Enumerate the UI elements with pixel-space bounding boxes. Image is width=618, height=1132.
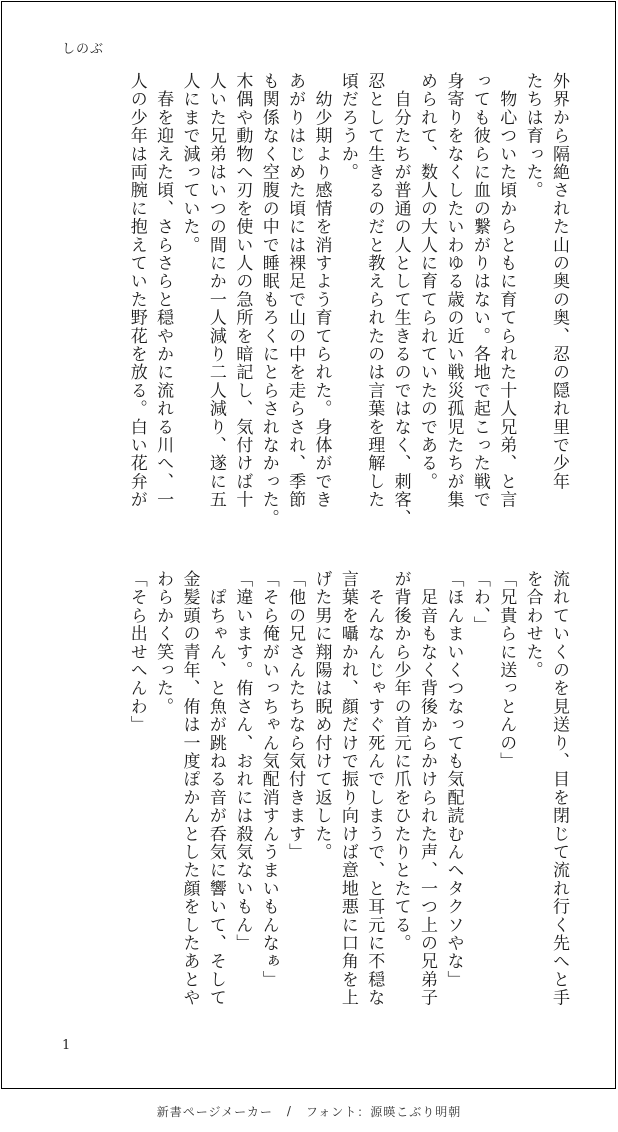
text-line: ぽちゃん、と魚が跳ねる音が呑気に響いて、そして bbox=[205, 570, 226, 1007]
credit-font-label: フォント：源暎こぶり明朝 bbox=[305, 1104, 462, 1119]
text-line: 「わ、」 bbox=[469, 570, 490, 635]
credit-app-name: 新書ページメーカー bbox=[156, 1104, 273, 1119]
credit-separator: / bbox=[286, 1104, 292, 1118]
text-line: 「他の兄さんたちなら気付きます」 bbox=[285, 570, 306, 862]
text-line: 流れていくのを見送り、目を閉じて流れ行く先へと手 bbox=[549, 570, 569, 1007]
text-line: わらかく笑った。 bbox=[153, 570, 174, 716]
text-line: 自分たちが普通の人として生きるのではなく、刺客、 bbox=[390, 72, 411, 527]
text-line: を合わせた。 bbox=[522, 570, 543, 680]
text-line: 「そら俺がいっちゃん気配消すんうまいもんなぁ」 bbox=[258, 570, 279, 989]
text-line: たちは育った。 bbox=[522, 72, 543, 200]
text-line: 人にまで減っていた。 bbox=[179, 72, 200, 254]
text-line: げた男に翔陽は睨め付けて返した。 bbox=[311, 570, 332, 862]
text-line: 物心ついた頃からともに育てられた十人兄弟、と言 bbox=[496, 72, 517, 509]
running-head: しのぶ bbox=[62, 42, 105, 57]
text-line: が背後から少年の首元に爪をひたりとたてる。 bbox=[390, 570, 411, 953]
text-line: 幼少期より感情を消すよう育てられた。身体ができ bbox=[311, 72, 332, 509]
text-line: 外界から隔絶された山の奥の奥、忍の隠れ里で少年 bbox=[549, 72, 569, 491]
lower-text-block bbox=[52, 570, 572, 1040]
text-line: 言葉を囁かれ、顔だけで振り向けば意地悪に口角を上 bbox=[337, 570, 358, 1007]
page-frame bbox=[1, 1, 616, 1089]
text-line: 足音もなく背後からかけられた声、一つ上の兄弟子 bbox=[417, 570, 438, 1007]
text-line: も関係なく空腹の中で睡眠もろくにとらされなかった。 bbox=[258, 72, 279, 527]
text-line: っても彼らに血の繋がりはない。各地で起こった戦で bbox=[469, 72, 490, 509]
text-line: められて、数人の大人に育てられていたのである。 bbox=[417, 72, 438, 491]
text-line: 春を迎えた頃、さらさらと穏やかに流れる川へ、一 bbox=[153, 72, 174, 509]
text-line: 「ほんまいくつなっても気配読むんヘタクソやな」 bbox=[443, 570, 464, 989]
text-line: 「そら出せへんわ」 bbox=[126, 570, 147, 734]
text-line: 身寄りをなくしたいわゆる歳の近い戦災孤児たちが集 bbox=[443, 72, 464, 509]
credit-bar bbox=[0, 1090, 618, 1132]
text-line: あがりはじめた頃には裸足で山の中を走らされ、季節 bbox=[285, 72, 306, 509]
text-line: 「兄貴らに送っとんの」 bbox=[496, 570, 517, 771]
upper-text-block bbox=[52, 72, 572, 532]
text-line: 木偶や動物へ刃を使い人の急所を暗記し、気付けば十 bbox=[232, 72, 253, 509]
text-line: 頃だろうか。 bbox=[337, 72, 358, 182]
text-line: 「違います。侑さん、おれには殺気ないもん」 bbox=[232, 570, 253, 953]
text-line: 人の少年は両腕に抱えていた野花を放る。白い花弁が bbox=[126, 72, 147, 509]
text-line: そんなんじゃすぐ死んでしまうで、と耳元に不穏な bbox=[364, 570, 385, 1007]
text-line: 人いた兄弟はいつの間にか一人減り二人減り、遂に五 bbox=[205, 72, 226, 509]
page-number: 1 bbox=[62, 1038, 71, 1053]
text-line: 忍として生きるのだと教えられたのは言葉を理解した bbox=[364, 72, 385, 509]
text-line: 金髪頭の青年、侑は一度ぽかんとした顔をしたあとや bbox=[179, 570, 200, 1007]
